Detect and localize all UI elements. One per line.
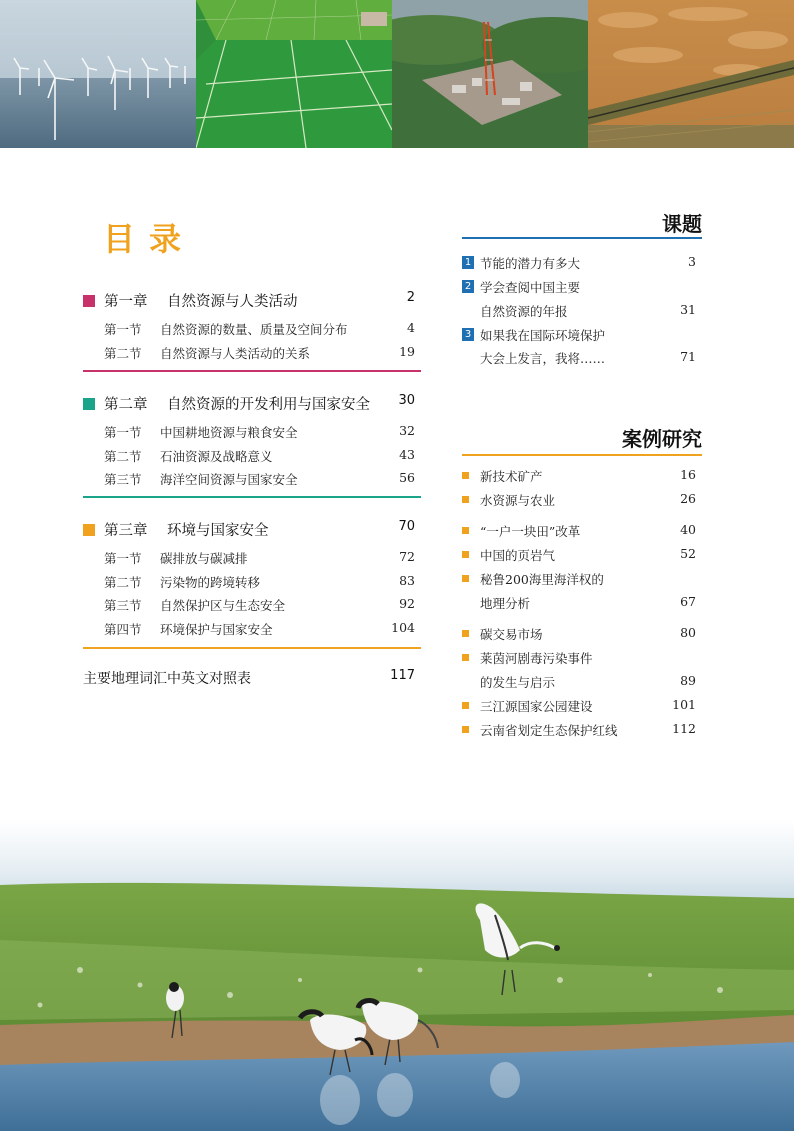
bullet-icon <box>462 630 469 637</box>
case-item[interactable] <box>462 625 696 647</box>
section-page: 83 <box>399 572 415 588</box>
case-page: 80 <box>680 625 696 640</box>
chapter-page: 70 <box>398 519 415 534</box>
chapter-number: 第二章 <box>104 397 148 413</box>
section-title: 中国耕地资源与粮食安全 <box>160 425 298 440</box>
section-title: 自然资源的数量、质量及空间分布 <box>160 322 348 337</box>
bullet-icon <box>462 575 469 582</box>
case-title: 秘鲁200海里海洋权的 <box>480 572 604 587</box>
section-item[interactable] <box>83 423 421 447</box>
bullet-icon <box>462 654 469 661</box>
case-title: 碳交易市场 <box>480 627 543 642</box>
case-page: 101 <box>672 697 696 712</box>
topic-title-cont: 大会上发言，我将…… <box>480 351 606 366</box>
bullet-icon <box>462 726 469 733</box>
section-number: 第二节 <box>104 448 142 464</box>
section-title: 自然保护区与生态安全 <box>160 598 286 613</box>
chapter-3[interactable] <box>83 519 421 643</box>
section-number: 第四节 <box>104 621 142 637</box>
topic-number: 3 <box>462 328 474 341</box>
section-page: 32 <box>399 423 415 438</box>
case-title-cont: 的发生与启示 <box>480 675 556 690</box>
case-page: 52 <box>680 546 696 561</box>
topic-item-cont[interactable] <box>462 302 696 324</box>
glossary-title: 主要地理词汇中英文对照表 <box>83 671 251 687</box>
chapter-2[interactable] <box>83 393 421 494</box>
section-page: 4 <box>407 320 415 335</box>
topic-page: 3 <box>688 254 696 269</box>
chapter-heading[interactable] <box>83 519 421 543</box>
oil-rig-photo <box>392 0 588 148</box>
chapter-title: 自然资源与人类活动 <box>167 294 298 310</box>
chapter-marker <box>83 398 95 410</box>
section-page: 43 <box>399 446 415 462</box>
section-number: 第一节 <box>104 425 142 440</box>
topic-number: 2 <box>462 280 474 293</box>
section-item[interactable] <box>83 549 421 573</box>
chapter-divider <box>83 496 421 498</box>
chapter-divider <box>83 647 421 649</box>
case-item[interactable] <box>462 546 696 568</box>
section-title: 海洋空间资源与国家安全 <box>160 472 298 487</box>
case-title: 中国的页岩气 <box>480 548 556 563</box>
farmland-photo <box>196 0 392 148</box>
topic-item[interactable] <box>462 254 696 276</box>
chapter-marker <box>83 524 95 536</box>
bullet-icon <box>462 702 469 709</box>
section-page: 72 <box>399 549 415 564</box>
section-number: 第二节 <box>104 345 142 361</box>
section-item[interactable] <box>83 596 421 620</box>
glossary-page: 117 <box>390 668 415 683</box>
topic-item-cont[interactable] <box>462 349 696 371</box>
topics-divider <box>462 237 702 239</box>
chapter-page: 30 <box>398 393 415 408</box>
section-title: 碳排放与碳减排 <box>160 551 248 566</box>
case-title: 三江源国家公园建设 <box>480 699 593 714</box>
topic-item[interactable] <box>462 278 696 300</box>
topic-title: 学会查阅中国主要 <box>480 280 581 295</box>
top-photo-strip <box>0 0 794 148</box>
section-page: 56 <box>399 470 415 485</box>
section-number: 第一节 <box>104 322 142 337</box>
case-title-cont: 地理分析 <box>480 596 531 611</box>
bullet-icon <box>462 496 469 503</box>
cases-divider <box>462 454 702 456</box>
section-title: 石油资源及战略意义 <box>160 448 273 464</box>
chapter-page: 2 <box>406 290 415 305</box>
case-page: 89 <box>680 673 696 688</box>
section-number: 第三节 <box>104 472 142 487</box>
topic-page: 31 <box>680 302 696 317</box>
chapter-number: 第三章 <box>104 523 148 539</box>
case-title: “一户一块田”改革 <box>480 524 581 539</box>
section-item[interactable] <box>83 470 421 494</box>
topic-number: 1 <box>462 256 474 269</box>
bullet-icon <box>462 551 469 558</box>
case-item[interactable] <box>462 522 696 544</box>
section-item[interactable] <box>83 620 421 644</box>
bullet-icon <box>462 527 469 534</box>
case-item[interactable] <box>462 721 696 743</box>
section-number: 第三节 <box>104 598 142 613</box>
case-title: 云南省划定生态保护红线 <box>480 723 618 738</box>
section-item[interactable] <box>83 573 421 597</box>
case-page: 112 <box>672 721 696 736</box>
chapter-marker <box>83 295 95 307</box>
section-title: 自然资源与人类活动的关系 <box>160 345 311 361</box>
case-page: 16 <box>680 467 696 482</box>
section-title: 污染物的跨境转移 <box>160 574 261 590</box>
desert-photo <box>588 0 794 148</box>
chapter-heading[interactable] <box>83 290 421 314</box>
section-title: 环境保护与国家安全 <box>160 621 273 637</box>
chapter-number: 第一章 <box>104 294 148 310</box>
case-item-cont[interactable] <box>462 594 696 616</box>
section-page: 104 <box>391 619 415 635</box>
chapter-1[interactable] <box>83 290 421 367</box>
glossary-entry[interactable] <box>83 668 415 690</box>
case-item[interactable] <box>462 491 696 513</box>
chapter-divider <box>83 370 421 372</box>
chapter-heading[interactable] <box>83 393 421 417</box>
section-item[interactable] <box>83 344 421 368</box>
case-item[interactable] <box>462 467 696 489</box>
case-title: 新技术矿产 <box>480 469 543 484</box>
toc-title: 目录 <box>103 220 196 258</box>
wetland-cranes-photo <box>0 820 794 1131</box>
topic-title: 节能的潜力有多大 <box>480 256 581 271</box>
chapter-title: 环境与国家安全 <box>167 523 269 539</box>
section-number: 第一节 <box>104 551 142 566</box>
case-page: 67 <box>680 594 696 609</box>
case-item-cont[interactable] <box>462 673 696 695</box>
topic-title-cont: 自然资源的年报 <box>480 304 568 319</box>
wind-farm-photo <box>0 0 196 148</box>
chapter-title: 自然资源的开发利用与国家安全 <box>167 397 370 413</box>
section-page: 92 <box>399 596 415 611</box>
case-item[interactable] <box>462 697 696 719</box>
section-page: 19 <box>399 343 415 359</box>
topic-title: 如果我在国际环境保护 <box>480 328 606 343</box>
section-item[interactable] <box>83 320 421 344</box>
topic-item[interactable] <box>462 326 696 348</box>
bullet-icon <box>462 472 469 479</box>
case-item[interactable] <box>462 649 696 671</box>
case-title: 水资源与农业 <box>480 493 556 508</box>
case-item[interactable] <box>462 570 696 592</box>
topic-page: 71 <box>680 349 696 364</box>
topics-heading: 课题 <box>662 212 702 236</box>
section-number: 第二节 <box>104 574 142 590</box>
section-item[interactable] <box>83 447 421 471</box>
case-page: 26 <box>680 491 696 506</box>
case-page: 40 <box>680 522 696 537</box>
case-title: 莱茵河剧毒污染事件 <box>480 651 593 666</box>
cases-heading: 案例研究 <box>622 427 702 451</box>
